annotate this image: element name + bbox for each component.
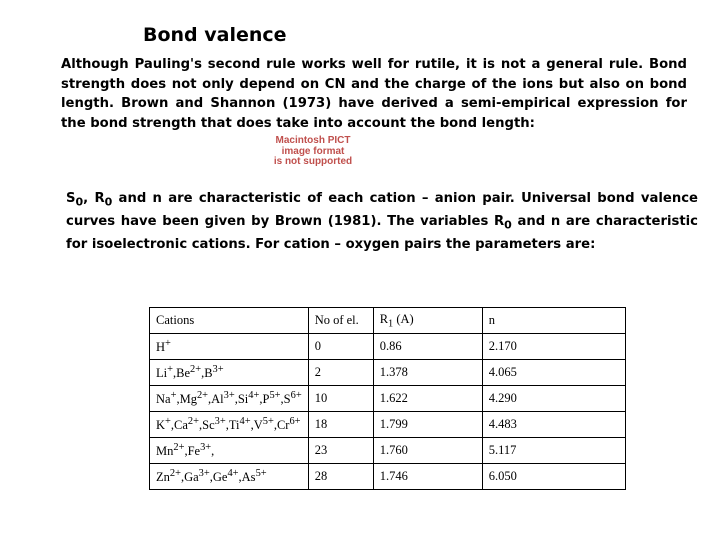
ion-symbol: Zn: [156, 470, 170, 485]
ion-symbol: K: [156, 418, 166, 433]
table-row: [150, 412, 626, 438]
ion-charge: +: [170, 389, 177, 401]
cell-cations: $Zn^{2+},Ga^{3+},Ge^{4+},As^{5+}$: [150, 464, 309, 490]
table-row: [150, 386, 626, 412]
header-n: n: [482, 308, 625, 334]
cell-electrons: 18: [308, 412, 373, 438]
ion-symbol: Sc: [202, 418, 215, 433]
r-subscript: 0: [104, 195, 113, 209]
ion-symbol: Ga: [184, 470, 199, 485]
ion-charge: 6+: [290, 389, 302, 401]
ion-charge: 3+: [214, 415, 226, 427]
ion-symbol: S: [283, 392, 291, 407]
ion-charge: 2+: [173, 441, 185, 453]
ion-symbol: Mn: [156, 444, 174, 459]
cell-n: 4.483: [482, 412, 625, 438]
pict-line: is not supported: [273, 156, 353, 167]
ion-charge: 2+: [190, 363, 202, 375]
ion-symbol: P: [262, 392, 270, 407]
table-row: [150, 438, 626, 464]
ion-symbol: Ti: [228, 418, 240, 433]
text-run: and n are characteristic of each cation – anion pair. Universal bond valence curves have been given by Brown (1981). The variables R: [66, 191, 698, 230]
ion-charge: 4+: [239, 415, 251, 427]
ion-symbol: V: [253, 418, 263, 433]
ion-symbol: B: [204, 366, 213, 381]
r-symbol: R: [379, 311, 389, 326]
page-title: Bond valence: [143, 24, 287, 46]
ion-symbol: H: [156, 340, 166, 355]
cell-electrons: 28: [308, 464, 373, 490]
ion-charge: 6+: [289, 415, 301, 427]
text-run: , R: [83, 191, 105, 206]
cell-electrons: 10: [308, 386, 373, 412]
ion-charge: 3+: [223, 389, 235, 401]
ion-charge: 3+: [198, 467, 210, 479]
ion-charge: 2+: [187, 415, 199, 427]
cell-cations: $Mn^{2+},Fe^{3+}$,: [150, 438, 309, 464]
ion-symbol: Cr: [276, 418, 290, 433]
ion-symbol: As: [241, 470, 256, 485]
ion-charge: +: [167, 363, 173, 375]
cell-n: 2.170: [482, 334, 625, 360]
table-row: [150, 334, 626, 360]
bond-parameters-table: [149, 307, 626, 490]
cell-electrons: 2: [308, 360, 373, 386]
pict-line: Macintosh PICT: [275, 135, 351, 146]
cell-n: 5.117: [482, 438, 625, 464]
cell-r1: 1.760: [373, 438, 482, 464]
table-header-row: [150, 308, 626, 334]
s-symbol: S: [66, 191, 76, 206]
cell-electrons: 0: [308, 334, 373, 360]
cell-cations: [150, 334, 309, 360]
cell-n: 6.050: [482, 464, 625, 490]
ion-charge: 4+: [248, 389, 260, 401]
ion-charge: 5+: [262, 415, 274, 427]
header-electrons: No of el.: [308, 308, 373, 334]
cell-cations: $Li^+,Be^{2+},B^{3+}$: [150, 360, 309, 386]
ion-symbol: Ge: [212, 470, 228, 485]
ion-charge: 2+: [169, 467, 181, 479]
cell-r1: 0.86: [373, 334, 482, 360]
intro-paragraph: Although Pauling's second rule works well for rutile, it is not a general rule. Bond strength does not only depend on CN and the charge of the ions but also on bond length. Brown and Shannon (1973) have derived a semi-empirical expression for the bond strength that does take into account the bond length:: [61, 57, 687, 131]
ion-charge: 2+: [196, 389, 209, 401]
r-subscript: 1: [388, 318, 394, 330]
cell-r1: 1.746: [373, 464, 482, 490]
header-cations: Cations: [150, 308, 309, 334]
ion-symbol: Na: [156, 392, 171, 407]
ion-charge: 5+: [269, 389, 281, 401]
ion-symbol: Al: [211, 392, 224, 407]
ion-charge: 3+: [200, 441, 212, 453]
ion-charge: 3+: [212, 363, 224, 375]
table-row: [150, 464, 626, 490]
cell-cations: $Na^+,Mg^{2+},Al^{3+},Si^{4+},P^{5+},S^{6+}$: [150, 386, 309, 412]
cell-cations: $K^+,Ca^{2+},Sc^{3+},Ti^{4+},V^{5+},Cr^{6+}$: [150, 412, 309, 438]
unsupported-image-placeholder: [268, 136, 358, 168]
ion-symbol: Ca: [174, 418, 188, 433]
text-run: and n are characteristic for isoelectronic cations. For cation – oxygen pairs the parameters are:: [66, 214, 698, 253]
cell-r1: 1.622: [373, 386, 482, 412]
cell-n: 4.290: [482, 386, 625, 412]
ion-symbol: Mg: [179, 392, 197, 407]
pict-line: image format: [281, 145, 345, 157]
cell-r1: 1.378: [373, 360, 482, 386]
s-subscript: 0: [75, 195, 84, 209]
ion-charge: 5+: [255, 467, 267, 479]
header-r1: [373, 308, 482, 334]
ion-symbol: Li: [156, 366, 168, 381]
ion-symbol: Fe: [187, 444, 201, 459]
ion-symbol: Si: [237, 392, 249, 407]
r-subscript: 0: [504, 218, 512, 232]
cell-electrons: 23: [308, 438, 373, 464]
ion-charge: +: [165, 415, 171, 427]
cell-r1: 1.799: [373, 412, 482, 438]
cell-n: 4.065: [482, 360, 625, 386]
parameters-paragraph: [66, 189, 698, 255]
ion-charge: 4+: [227, 467, 239, 479]
unit: (A): [393, 311, 414, 326]
ion-charge: +: [165, 337, 171, 349]
table-row: [150, 360, 626, 386]
ion-symbol: Be: [176, 366, 190, 381]
